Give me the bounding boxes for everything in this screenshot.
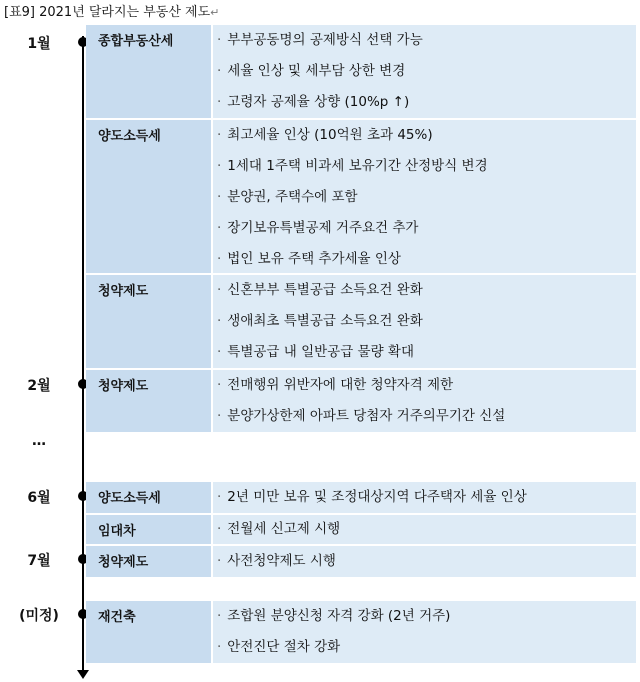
category-cell xyxy=(86,370,211,432)
category-label: 종합부동산세 xyxy=(98,34,174,49)
list-item: · 특별공급 내 일반공급 물량 확대 xyxy=(217,344,414,360)
list-item: · 장기보유특별공제 거주요건 추가 xyxy=(217,220,419,236)
list-item: · 2년 미만 보유 및 조정대상지역 다주택자 세율 인상 xyxy=(217,489,527,505)
bullet-icon: · xyxy=(217,32,222,48)
list-item: · 전월세 신고제 시행 xyxy=(217,521,341,537)
list-item: · 세율 인상 및 세부담 상한 변경 xyxy=(217,63,406,79)
month-label: 7월 xyxy=(27,553,51,569)
item-list xyxy=(213,482,636,513)
ellipsis: … xyxy=(32,433,46,449)
bullet-icon: · xyxy=(217,408,222,424)
timeline-arrow-icon xyxy=(77,670,89,679)
bullet-icon: · xyxy=(217,282,222,298)
list-item: · 고령자 공제율 상향 (10%p ↑) xyxy=(217,94,410,110)
bullet-icon: · xyxy=(217,63,222,79)
category-cell xyxy=(86,275,211,368)
list-item: · 사전청약제도 시행 xyxy=(217,553,336,569)
bullet-icon: · xyxy=(217,127,222,143)
month-label: (미정) xyxy=(19,608,59,624)
list-item: · 조합원 분양신청 자격 강화 (2년 거주) xyxy=(217,608,451,624)
category-cell xyxy=(86,482,211,513)
bullet-icon: · xyxy=(217,189,222,205)
item-list xyxy=(213,515,636,544)
bullet-icon: · xyxy=(217,313,222,329)
list-item: · 생애최초 특별공급 소득요건 완화 xyxy=(217,313,423,329)
category-label: 양도소득세 xyxy=(98,129,161,144)
item-list xyxy=(213,601,636,663)
timeline-line xyxy=(82,36,84,672)
item-list xyxy=(213,370,636,432)
list-item: · 전매행위 위반자에 대한 청약자격 제한 xyxy=(217,377,454,393)
month-label: 2월 xyxy=(27,378,51,394)
item-list xyxy=(213,120,636,273)
bullet-icon: · xyxy=(217,553,222,569)
list-item: · 안전진단 절차 강화 xyxy=(217,639,341,655)
bullet-icon: · xyxy=(217,521,222,537)
bullet-icon: · xyxy=(217,377,222,393)
category-label: 임대차 xyxy=(98,524,136,539)
month-label: 6월 xyxy=(27,490,51,506)
bullet-icon: · xyxy=(217,608,222,624)
category-label: 청약제도 xyxy=(98,555,149,570)
category-label: 청약제도 xyxy=(98,284,149,299)
item-list xyxy=(213,546,636,577)
bullet-icon: · xyxy=(217,220,222,236)
category-label: 재건축 xyxy=(98,610,136,625)
table-title xyxy=(4,1,219,20)
item-list xyxy=(213,25,636,118)
bullet-icon: · xyxy=(217,251,222,267)
category-cell xyxy=(86,25,211,118)
list-item: · 최고세율 인상 (10억원 초과 45%) xyxy=(217,127,433,143)
title-text: [표9] 2021년 달라지는 부동산 제도 xyxy=(4,5,211,20)
item-list xyxy=(213,275,636,368)
bullet-icon: · xyxy=(217,94,222,110)
bullet-icon: · xyxy=(217,344,222,360)
list-item: · 부부공동명의 공제방식 선택 가능 xyxy=(217,32,423,48)
bullet-icon: · xyxy=(217,158,222,174)
category-cell xyxy=(86,546,211,577)
category-label: 청약제도 xyxy=(98,379,149,394)
category-cell xyxy=(86,515,211,544)
bullet-icon: · xyxy=(217,639,222,655)
month-label: 1월 xyxy=(27,36,51,52)
list-item: · 분양권, 주택수에 포함 xyxy=(217,189,358,205)
category-cell xyxy=(86,601,211,663)
paragraph-mark-icon: ↵ xyxy=(210,6,220,19)
bullet-icon: · xyxy=(217,489,222,505)
list-item: · 분양가상한제 아파트 당첨자 거주의무기간 신설 xyxy=(217,408,506,424)
category-label: 양도소득세 xyxy=(98,491,161,506)
list-item: · 법인 보유 주택 추가세율 인상 xyxy=(217,251,401,267)
list-item: · 1세대 1주택 비과세 보유기간 산정방식 변경 xyxy=(217,158,488,174)
category-cell xyxy=(86,120,211,273)
list-item: · 신혼부부 특별공급 소득요건 완화 xyxy=(217,282,423,298)
